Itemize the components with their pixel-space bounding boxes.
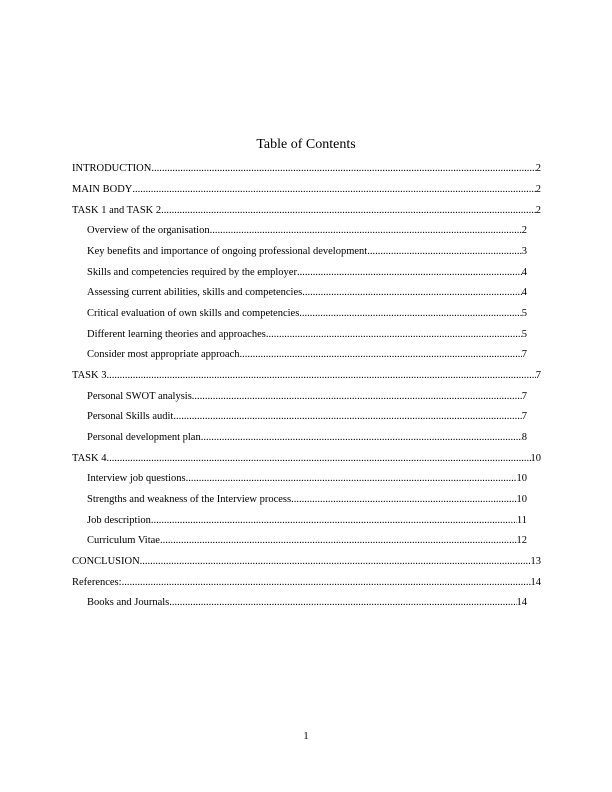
dot-leader [161,204,536,218]
dot-leader [151,162,535,176]
dot-leader [201,431,522,445]
toc-entry-task-3[interactable] [72,369,541,383]
toc-entry-label: References: [72,577,122,588]
dot-leader [106,452,530,466]
toc-entry-appropriate-approach[interactable] [87,348,527,362]
toc-entry-label: Personal SWOT analysis [87,391,192,402]
toc-entry-page: 5 [521,308,527,319]
toc-entry-label: Personal Skills audit [87,411,174,422]
toc-entry-label: Personal development plan [87,432,201,443]
toc-entry-page: 11 [516,515,527,526]
toc-entry-skills-audit[interactable] [87,410,527,424]
toc-entry-learning-theories[interactable] [87,328,527,342]
toc-entry-label: Curriculum Vitae [87,535,160,546]
dot-leader [297,266,522,280]
dot-leader [106,369,535,383]
toc-entry-label: Different learning theories and approaches [87,329,266,340]
dot-leader [132,183,535,197]
dot-leader [266,328,522,342]
dot-leader [302,286,522,300]
toc-entry-references[interactable] [72,576,541,590]
toc-entry-task-4[interactable] [72,452,541,466]
toc-entry-label: CONCLUSION [72,556,140,567]
dot-leader [367,245,522,259]
dot-leader [160,534,517,548]
toc-entry-label: TASK 4 [72,453,107,464]
toc-entry-page: 7 [535,370,541,381]
dot-leader [140,555,531,569]
toc-entry-assessing-abilities[interactable] [87,286,527,300]
toc-entry-conclusion[interactable] [72,555,541,569]
toc-entry-swot[interactable] [87,390,527,404]
toc-entry-page: 5 [521,329,527,340]
toc-entry-page: 2 [535,205,541,216]
toc-entry-page: 14 [516,597,527,608]
toc-entry-label: Overview of the organisation [87,225,210,236]
page-number: 1 [303,730,309,742]
toc-entry-page: 4 [521,287,527,298]
toc-entry-label: Critical evaluation of own skills and competencies [87,308,300,319]
toc-entry-overview[interactable] [87,224,527,238]
toc-entry-page: 12 [516,535,527,546]
toc-entry-key-benefits[interactable] [87,245,527,259]
toc-entry-books-journals[interactable] [87,596,527,610]
toc-entry-label: Books and Journals [87,597,170,608]
toc-entry-label: Strengths and weakness of the Interview process [87,494,292,505]
toc-entry-task-1-and-2[interactable] [72,204,541,218]
toc-entry-page: 10 [516,473,527,484]
toc-entry-label: Key benefits and importance of ongoing professional development [87,246,368,257]
dot-leader [173,410,521,424]
toc-entry-page: 7 [521,411,527,422]
dot-leader [240,348,522,362]
toc-entry-page: 3 [521,246,527,257]
dot-leader [169,596,516,610]
toc-entry-introduction[interactable] [72,162,541,176]
dot-leader [299,307,521,321]
toc-entry-label: INTRODUCTION [72,163,152,174]
toc-entry-label: Consider most appropriate approach [87,349,240,360]
dot-leader [192,390,522,404]
dot-leader [122,576,531,590]
toc-entry-interview-questions[interactable] [87,472,527,486]
toc-entry-main-body[interactable] [72,183,541,197]
toc-entry-page: 8 [521,432,527,443]
toc-entry-page: 10 [516,494,527,505]
toc-entry-page: 13 [530,556,541,567]
toc-entry-job-description[interactable] [87,514,527,528]
toc-entry-page: 7 [521,349,527,360]
dot-leader [291,493,516,507]
toc-entry-label: Skills and competencies required by the employer [87,267,297,278]
toc-entry-label: TASK 1 and TASK 2 [72,205,162,216]
toc-entry-strengths-weakness[interactable] [87,493,527,507]
toc-entry-label: TASK 3 [72,370,107,381]
toc-title: Table of Contents [256,137,356,152]
toc-entry-label: Interview job questions [87,473,186,484]
toc-entry-curriculum-vitae[interactable] [87,534,527,548]
toc-entry-page: 10 [530,453,541,464]
toc-entry-critical-evaluation[interactable] [87,307,527,321]
toc-entry-page: 2 [535,163,541,174]
toc-entry-page: 4 [521,267,527,278]
toc-entry-label: Job description [87,515,151,526]
toc-entry-label: MAIN BODY [72,184,133,195]
toc-entry-page: 14 [530,577,541,588]
dot-leader [186,472,517,486]
toc-entry-skills-required[interactable] [87,266,527,280]
toc-entry-label: Assessing current abilities, skills and competencies [87,287,303,298]
toc-entry-page: 2 [535,184,541,195]
toc-entry-page: 2 [521,225,527,236]
toc-entry-page: 7 [521,391,527,402]
dot-leader [210,224,522,238]
toc-entry-development-plan[interactable] [87,431,527,445]
dot-leader [151,514,517,528]
